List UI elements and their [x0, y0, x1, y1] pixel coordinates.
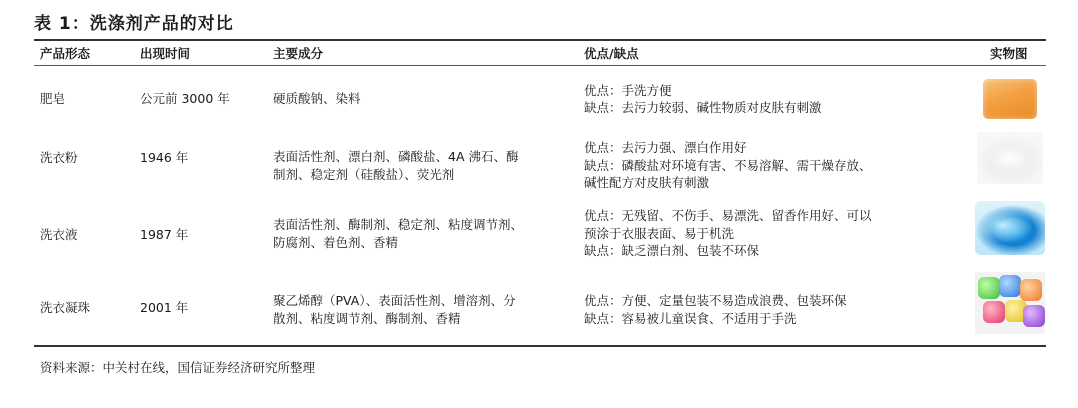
photo-pods — [974, 270, 1046, 336]
cell-pros-cons: 优点：方便、定量包装不易造成浪费、包装环保 缺点：容易被儿童误食、不适用于手洗 — [584, 293, 847, 326]
table-row-pods — [0, 268, 1078, 344]
header-pros-cons: 优点/缺点 — [584, 46, 639, 61]
soap-image — [983, 79, 1037, 119]
cell-form: 肥皂 — [40, 91, 66, 107]
top-rule — [34, 39, 1046, 41]
header-form: 产品形态 — [40, 46, 91, 61]
pod-blue — [999, 275, 1021, 297]
table-row-soap — [0, 66, 1078, 132]
pod-pink — [983, 301, 1005, 323]
bottom-rule — [34, 345, 1046, 347]
table-row-liquid — [0, 200, 1078, 270]
header-ingredients: 主要成分 — [273, 46, 324, 61]
table-title: 表 1：洗涤剂产品的对比 — [34, 14, 234, 34]
cell-ingredients: 聚乙烯醇（PVA）、表面活性剂、增溶剂、分 散剂、粘度调节剂、酶制剂、香精 — [273, 293, 516, 326]
pod-orange — [1020, 279, 1042, 301]
source-note: 资料来源：中关村在线，国信证券经济研究所整理 — [40, 360, 316, 375]
cell-time: 1946 年 — [140, 150, 189, 166]
photo-powder — [974, 130, 1046, 186]
cell-ingredients: 表面活性剂、酶制剂、稳定剂、粘度调节剂、 防腐剂、着色剂、香精 — [273, 217, 524, 250]
cell-time: 1987 年 — [140, 227, 189, 243]
photo-soap — [974, 66, 1046, 132]
cell-time: 2001 年 — [140, 300, 189, 316]
cell-ingredients: 硬质酸钠、染料 — [273, 91, 361, 107]
cell-ingredients: 表面活性剂、漂白剂、磷酸盐、4A 沸石、酶 制剂、稳定剂（硅酸盐）、荧光剂 — [273, 149, 519, 182]
pod-purple — [1023, 305, 1045, 327]
cell-pros-cons: 优点：无残留、不伤手、易漂洗、留香作用好、可以 预涂于衣服表面、易于机洗 缺点：缺乏漂白剂、包装不环保 — [584, 208, 872, 258]
cell-pros-cons: 优点：手洗方便 缺点：去污力较弱、碱性物质对皮肤有刺激 — [584, 82, 822, 115]
header-time: 出现时间 — [140, 46, 191, 61]
table-header-row — [0, 44, 1078, 64]
pods-image — [975, 272, 1045, 334]
cell-time: 公元前 3000 年 — [140, 91, 230, 107]
cell-form: 洗衣粉 — [40, 150, 78, 166]
photo-liquid — [974, 200, 1046, 256]
cell-form: 洗衣液 — [40, 227, 78, 243]
header-photo: 实物图 — [990, 46, 1028, 61]
powder-image — [977, 132, 1043, 184]
cell-form: 洗衣凝珠 — [40, 300, 91, 316]
cell-pros-cons: 优点：去污力强、漂白作用好 缺点：磷酸盐对环境有害、不易溶解、需干燥存放、 碱性配方对皮肤有刺激 — [584, 140, 872, 190]
pod-green — [978, 277, 1000, 299]
liquid-image — [975, 201, 1045, 255]
table-row-powder — [0, 130, 1078, 200]
